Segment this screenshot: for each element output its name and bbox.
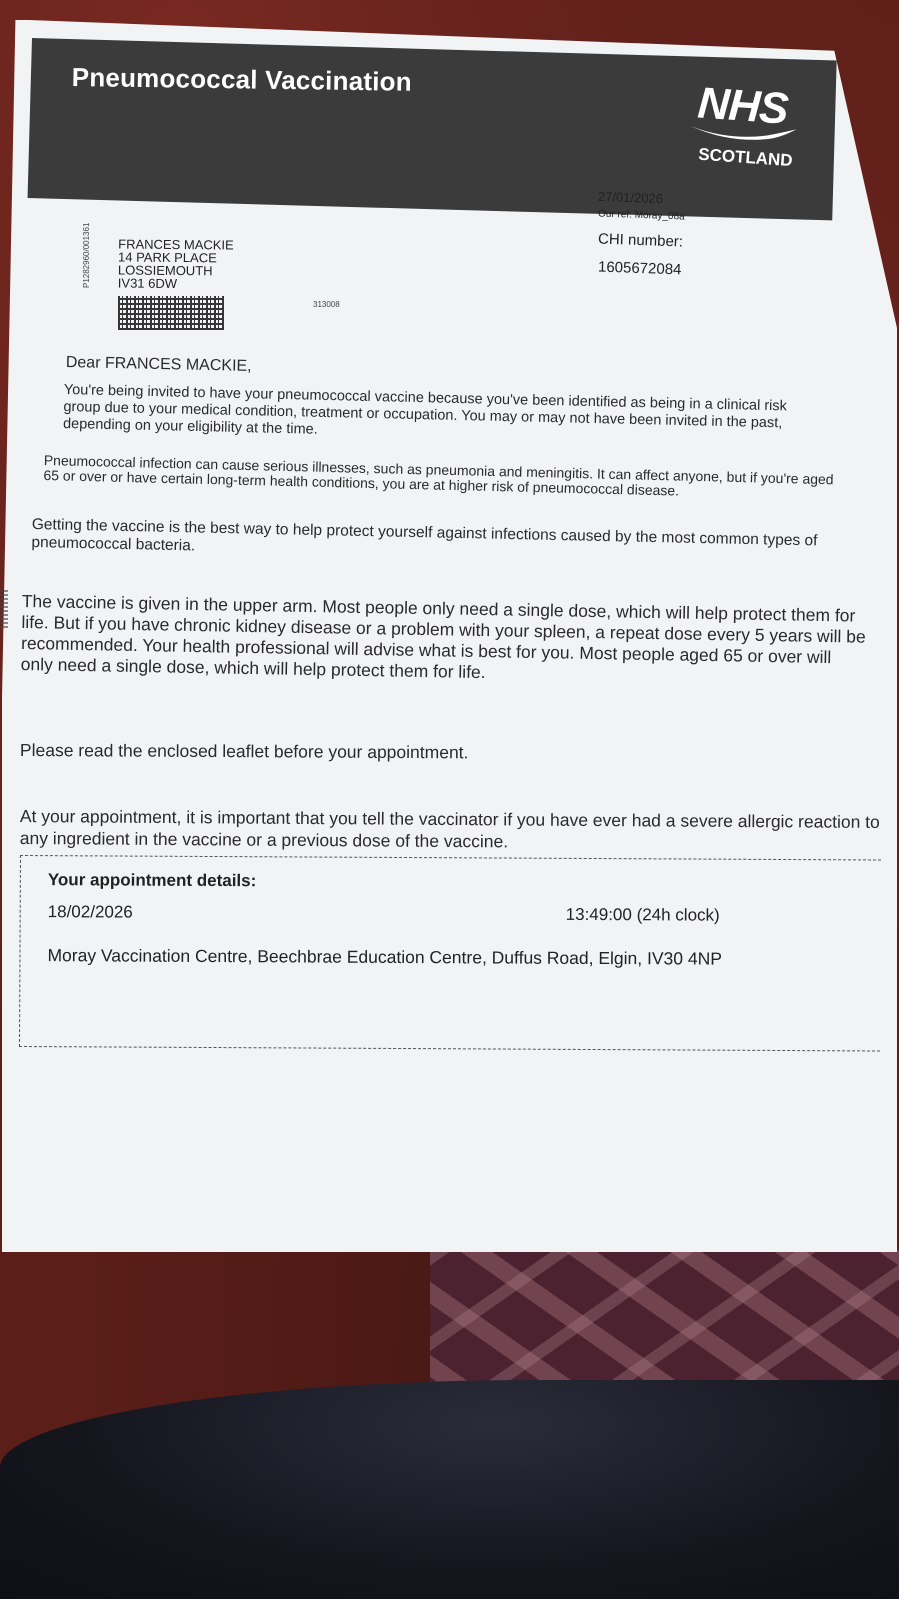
batch-code: 313008 xyxy=(313,300,340,309)
salutation: Dear FRANCES MACKIE, xyxy=(65,354,252,375)
address-line: 14 PARK PLACE xyxy=(117,249,217,266)
paragraph-dosage: The vaccine is given in the upper arm. Most people only need a single dose, which will help protect them for life. But if you have chronic kidney disease or a problem with your spleen, a repeat dose every 5 years will be recommended. Your health professional will advise what is best for you. Most people aged 65 or over will only need a single dose, which will help protect them for life. xyxy=(20,591,866,683)
address-line: LOSSIEMOUTH xyxy=(117,262,213,279)
logo-subtitle: SCOTLAND xyxy=(697,144,794,171)
nhs-scotland-logo xyxy=(685,78,812,186)
edge-barcode-mark xyxy=(0,588,8,628)
chi-label: CHI number: xyxy=(597,230,684,251)
appointment-heading: Your appointment details: xyxy=(47,870,257,891)
recipient-address xyxy=(118,237,234,290)
chi-number: 1605672084 xyxy=(597,258,682,279)
address-line: FRANCES MACKIE xyxy=(118,236,234,253)
address-line: IV31 6DW xyxy=(117,275,178,292)
postal-barcode xyxy=(118,296,224,330)
paragraph-invitation: You're being invited to have your pneumococcal vaccine because you've been identified as being in a clinical risk group due to your medical condition, treatment or occupation. You may or may not have been invited in the past, depending on your eligibility at the time. xyxy=(62,382,788,438)
logo-brand: NHS xyxy=(696,78,790,134)
side-code: P1282960/001361 xyxy=(82,222,91,288)
appointment-details-box xyxy=(19,855,881,1052)
paragraph-leaflet: Please read the enclosed leaflet before your appointment. xyxy=(19,740,469,763)
dark-clothing xyxy=(0,1380,899,1599)
letter-title: Pneumococcal Vaccination xyxy=(71,62,413,97)
appointment-time: 13:49:00 (24h clock) xyxy=(565,904,720,925)
appointment-location: Moray Vaccination Centre, Beechbrae Education Centre, Duffus Road, Elgin, IV30 4NP xyxy=(47,945,722,969)
paragraph-infection: Pneumococcal infection can cause serious illnesses, such as pneumonia and meningitis. It can affect anyone, but if you're aged 65 or over or have certain long-term health conditions, you are at higher risk of pneumococcal disease. xyxy=(43,452,834,499)
letter-date: 27/01/2026 xyxy=(597,188,664,207)
our-ref: Our ref: Moray_08a xyxy=(597,208,685,223)
appointment-date: 18/02/2026 xyxy=(47,902,133,922)
paragraph-allergy: At your appointment, it is important that you tell the vaccinator if you have ever had a severe allergic reaction to any ingredient in the vaccine or a previous dose of the vaccine. xyxy=(19,806,880,852)
paragraph-protection: Getting the vaccine is the best way to help protect yourself against infections caused by the most common types of pneumococcal bacteria. xyxy=(31,516,818,555)
